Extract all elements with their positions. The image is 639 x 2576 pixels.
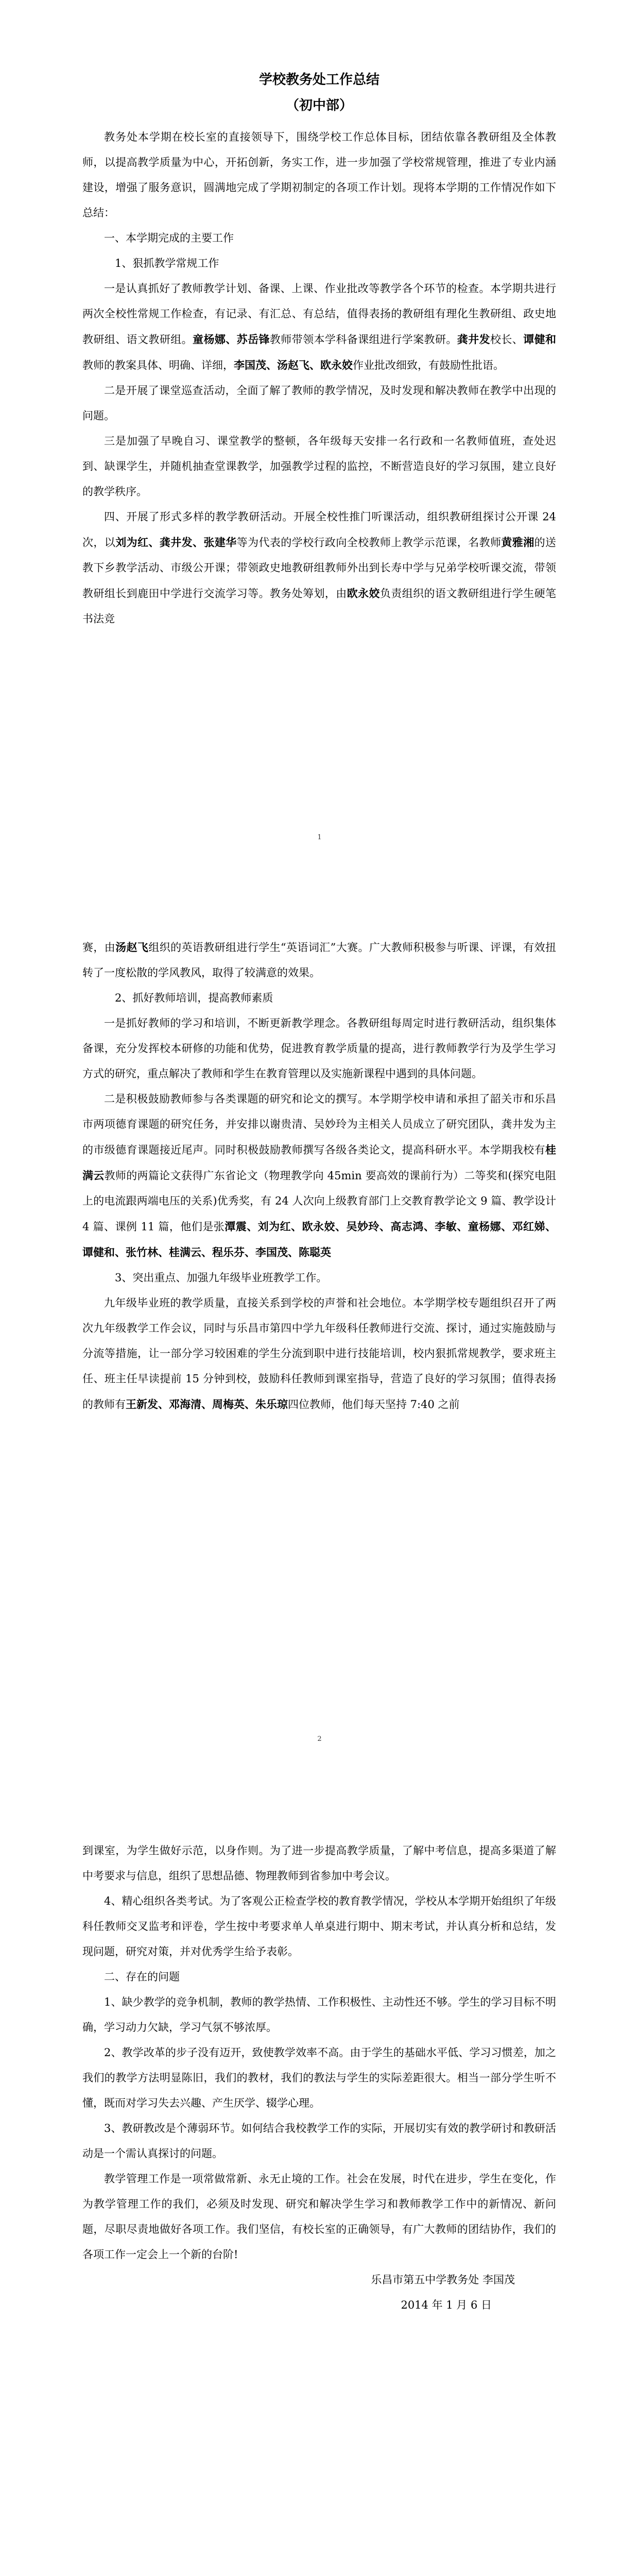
paragraph-exams: 4、精心组织各类考试。为了客观公正检查学校的教育教学情况，学校从本学期开始组织了年级科任教师交叉监考和评卷，学生按中考要求单人单桌进行期中、期末考试，并认真分析和总结，发现问题，研究对策，并对优秀学生给予表彰。 — [82, 1895, 556, 1958]
page-1 — [0, 0, 639, 904]
bold-names: 李国茂、汤赵飞、欧永姣 — [234, 359, 353, 371]
document-subtitle: （初中部） — [285, 98, 353, 113]
issue-item: 1、缺少教学的竞争机制，教师的教学热情、工作积极性、主动性还不够。学生的学习目标不明确，学习动力欠缺，学习气氛不够浓厚。 — [82, 1996, 556, 2033]
paragraph-conclusion: 教学管理工作是一项常做常新、永无止境的工作。社会在发展，时代在进步，学生在变化，作为教学管理工作的我们，必须及时发现、研究和解决学生学习和教师教学工作中的新情况、新问题，尽职尽责地做好各项工作。我们坚信，有校长室的正确领导，有广大教师的团结协作，我们的各项工作一定会上一个新的台阶! — [82, 2173, 556, 2261]
page-3 — [0, 1807, 639, 2576]
section-heading-completed-work: 一、本学期完成的主要工作 — [104, 232, 234, 244]
item-heading-grade-nine: 3、突出重点、加强九年级毕业班教学工作。 — [115, 1272, 327, 1284]
paragraph-classroom-example: 到课室，为学生做好示范，以身作则。为了进一步提高教学质量，了解中考信息，提高多渠道了解中考要求与信息，组织了思想品德、物理教师到省参加中考会议。 — [82, 1844, 556, 1882]
page-number: 2 — [317, 1735, 322, 1743]
paragraph-grade-nine: 九年级毕业班的教学质量，直接关系到学校的声誉和社会地位。本学期学校专题组织召开了两次九年级教学工作会议，同时与乐昌市第四中学九年级科任教师进行交流、探讨，通过实施鼓励与分流等措施，让一部分学习较困难的学生分流到职中进行技能培训，校内狠抓常规教学，要求班主任、班主任早读提前 15 分钟到校，鼓励科任教师到课室指导，营造了良好的学习氛围；值得表扬的教师有王新发、邓海清、周梅英、朱乐琼四位教师，他们每天坚持 7:40 之前 — [82, 1297, 556, 1411]
bold-names: 王新发、邓海清、周梅英、朱乐琼 — [126, 1398, 288, 1411]
issue-item: 3、教研教改是个薄弱环节。如何结合我校教学工作的实际，开展切实有效的教学研讨和教研活动是一个需认真探讨的问题。 — [82, 2122, 556, 2160]
bold-names: 汤赵飞 — [115, 941, 149, 954]
bold-names: 桂满云 — [82, 1143, 556, 1182]
paragraph-research-papers: 二是积极鼓励教师参与各类课题的研究和论文的撰写。本学期学校申请和承担了韶关市和乐昌市两项德育课题的研究任务，并安排以谢贵清、吴妙玲为主相关人员成立了研究团队，龚井发为主的市级德育课题接近尾声。同时积极鼓励教师撰写各级各类论文，提高科研水平。本学期我校有桂满云教师的两篇论文获得广东省论文（物理教学向 45min 要高效的课前行为）二等奖和(探究电阻上的电流跟两端电压的关系)优秀奖，有 24 人次向上级教育部门上交教育教学论文 9 篇、教学设计 4 篇、课例 11 篇，他们是张潭震、刘为红、欧永姣、吴妙玲、高志鸿、李敏、童杨娜、邓红娣、谭健和、张竹林、桂满云、程乐芬、李国茂、陈聪英 — [82, 1093, 557, 1259]
item-heading-routine-work: 1、狠抓教学常规工作 — [115, 257, 219, 269]
paragraph-teacher-study: 一是抓好教师的学习和培训，不断更新教学理念。各教研组每周定时进行教研活动，组织集体备课，充分发挥校本研修的功能和优势，促进教育教学质量的提高，进行教师教学行为及学生学习方式的研究，重点解决了教师和学生在教育管理以及实施新课程中遇到的具体问题。 — [82, 1017, 556, 1080]
document-title: 学校教务处工作总结 — [258, 72, 379, 88]
page-number: 1 — [317, 834, 322, 841]
bold-names: 童杨娜、苏岳锋 — [193, 333, 270, 346]
paragraph-self-study: 三是加强了早晚自习、课堂教学的整顿，各年级每天安排一名行政和一名教师值班，查处迟到、缺课学生，并随机抽查堂课教学，加强教学过程的监控，不断营造良好的学习氛围，建立良好的教学秩序。 — [82, 435, 556, 498]
paragraph-inspection: 一是认真抓好了教师教学计划、备课、上课、作业批改等教学各个环节的检查。本学期共进行两次全校性常规工作检查，有记录、有汇总、有总结，值得表扬的教研组有理化生教研组、政史地教研组、语文教研组。童杨娜、苏岳锋教师带领本学科备课组进行学案教研。龚井发校长、谭健和教师的教案具体、明确、详细，李国茂、汤赵飞、欧永姣作业批改细致，有鼓励性批语。 — [82, 282, 557, 371]
paragraph-competition-continued: 赛，由汤赵飞组织的英语教研组进行学生“英语词汇”大赛。广大教师积极参与听课、评课，有效扭转了一度松散的学风教风，取得了较满意的效果。 — [82, 941, 557, 979]
paragraph-teaching-activities: 四、开展了形式多样的教学教研活动。开展全校性推门听课活动，组织教研组探讨公开课 24 次，以刘为红、龚井发、张建华等为代表的学校行政向全校教师上教学示范课，名教师黄雅湘的送教下乡教学活动、市级公开课；带领政史地教研组教师外出到长寿中学与兄弟学校听课交流，带领教研组长到鹿田中学进行交流学习等。教务处筹划，由欧永姣负责组织的语文教研组进行学生硬笔书法竞 — [82, 511, 557, 625]
paragraph-classroom-patrol: 二是开展了课堂巡查活动，全面了解了教师的教学情况，及时发现和解决教师在教学中出现的问题。 — [82, 384, 556, 422]
item-heading-teacher-training: 2、抓好教师培训，提高教师素质 — [115, 992, 273, 1004]
bold-names: 黄雅湘 — [501, 536, 534, 549]
signature-date: 2014 年 1 月 6 日 — [401, 2299, 492, 2311]
bold-names: 龚井发 — [457, 333, 490, 346]
issue-item: 2、教学改革的步子没有迈开，致使教学效率不高。由于学生的基础水平低、学习习惯差，加之我们的教学方法明显陈旧，我们的教材，我们的教法与学生的实际差距很大。相当一部分学生听不懂，既而对学习失去兴趣、产生厌学、辍学心理。 — [82, 2046, 556, 2109]
intro-paragraph: 教务处本学期在校长室的直接领导下，围绕学校工作总体目标，团结依靠各教研组及全体教师，以提高教学质量为中心，开拓创新，务实工作，进一步加强了学校常规管理，推进了专业内涵建设，增强了服务意识，圆满地完成了学期初制定的各项工作计划。现将本学期的工作情况作如下总结： — [82, 131, 556, 219]
bold-names: 潭震、刘为红、欧永姣、吴妙玲、高志鸿、李敏、童杨娜、邓红娣、谭健和、张竹林、桂满云、程乐芬、李国茂、陈聪英 — [82, 1220, 556, 1259]
bold-names: 欧永姣 — [347, 587, 380, 600]
section-heading-problems: 二、存在的问题 — [104, 1971, 180, 1983]
signature-line: 乐昌市第五中学教务处 李国茂 — [371, 2274, 515, 2286]
page-2 — [0, 904, 639, 1807]
bold-names: 刘为红、龚井发、张建华 — [115, 536, 237, 549]
bold-names: 谭健和 — [523, 333, 557, 346]
